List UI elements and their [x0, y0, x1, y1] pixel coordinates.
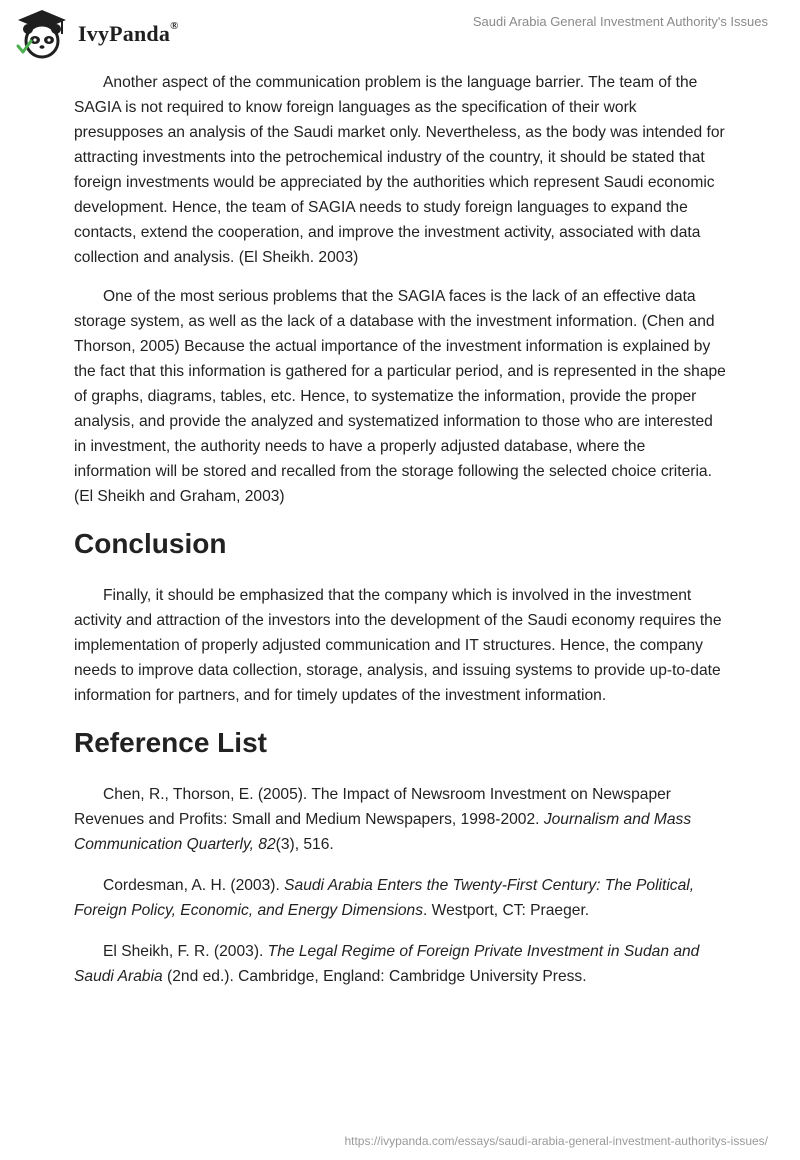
body-paragraph-1: Another aspect of the communication problem is the language barrier. The team of the SAGIA is not required to know foreign languages as the specification of their work presupposes an analysis of the Saudi market only. Nevertheless, as the body was intended for attracting investments into the petrochemical industry of the country, it should be stated that foreign investments would be appreciated by the authorities which represent Saudi economic development. Hence, the team of SAGIA needs to study foreign languages to expand the contacts, extend the cooperation, and improve the investment activity, associated with data collection and analysis. (El Sheikh. 2003) — [74, 74, 725, 266]
body-paragraph-2: One of the most serious problems that the SAGIA faces is the lack of an effective data storage system, as well as the lack of a database with the investment information. (Chen and Thorson, 2005) Because the actual importance of the investment information is explained by the fact that this information is gathered for a particular period, and is represented in the shape of graphs, diagrams, tables, etc. Hence, to systematize the information, provide the proper analysis, and provide the analyzed and systematized information to those who are interested in investment, the authority needs to have a properly adjusted database, where the information will be stored and recalled from the storage following the selected choice criteria. (El Sheikh and Graham, 2003) — [74, 288, 726, 505]
panda-graduate-icon — [14, 8, 70, 60]
page-header — [0, 0, 800, 70]
source-url[interactable]: https://ivypanda.com/essays/saudi-arabia-general-investment-authoritys-issues/ — [344, 1134, 768, 1148]
conclusion-heading: Conclusion — [74, 528, 227, 559]
reference-list-heading: Reference List — [74, 727, 267, 758]
registered-mark: ® — [170, 20, 179, 32]
reference-item: El Sheikh, F. R. (2003). The Legal Regime of Foreign Private Investment in Sudan and Saudi Arabia (2nd ed.). Cambridge, England: Cambridge University Press. — [74, 943, 700, 985]
reference-item: Chen, R., Thorson, E. (2005). The Impact of Newsroom Investment on Newspaper Revenues and Profits: Small and Medium Newspapers, 1998-2002. Journalism and Mass Communication Quarterly, 82(3), 516. — [74, 786, 692, 853]
essay-content — [74, 70, 726, 1005]
brand-name: IvyPanda® — [78, 20, 179, 46]
conclusion-paragraph: Finally, it should be emphasized that the company which is involved in the investment activity and attraction of the investors into the development of the Saudi economy requires the implementation of properly adjusted communication and IT structures. Hence, the company needs to improve data collection, storage, analysis, and issuing systems to provide up-to-date information for partners, and for timely updates of the investment information. — [74, 587, 722, 704]
logo[interactable] — [14, 8, 179, 60]
reference-item: Cordesman, A. H. (2003). Saudi Arabia Enters the Twenty-First Century: The Political, Foreign Policy, Economic, and Energy Dimensions. Westport, CT: Praeger. — [74, 877, 695, 919]
document-title: Saudi Arabia General Investment Authority's Issues — [472, 14, 768, 29]
